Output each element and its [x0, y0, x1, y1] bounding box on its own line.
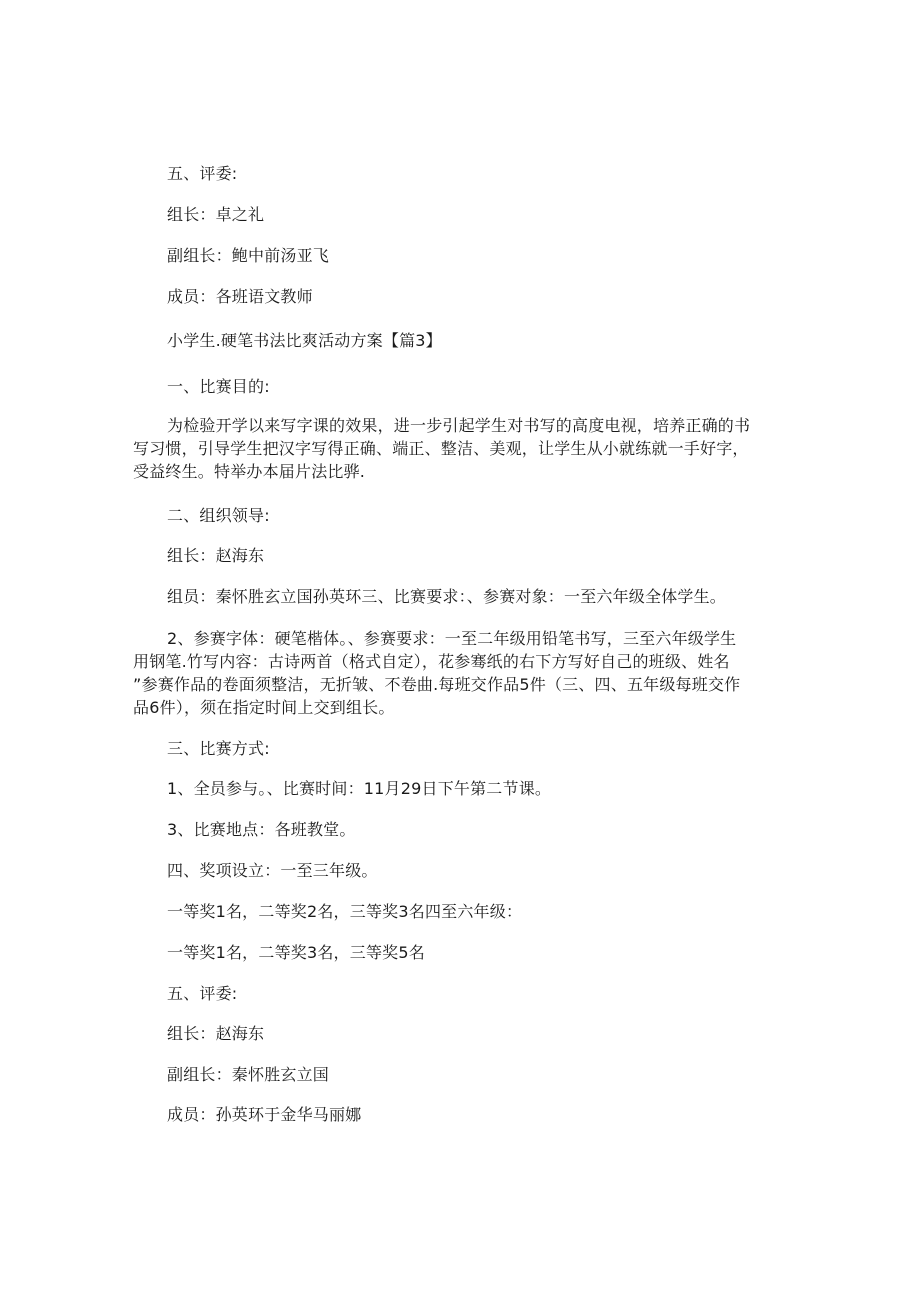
purpose-paragraph [133, 414, 783, 483]
judges-heading-2: 五、评委: [167, 984, 238, 1003]
organization-heading: 二、组织领导: [167, 506, 270, 525]
purpose-line-3: 受益终生。特举办本届片法比骅. [133, 462, 366, 481]
judges-members-2: 成员：孙英环于金华马丽娜 [167, 1105, 362, 1124]
organization-members: 组员：秦怀胜玄立国孙英环三、比赛要求：、参赛对象：一至六年级全体学生。 [167, 587, 727, 606]
judges-leader-1: 组长：卓之礼 [167, 205, 265, 224]
requirements-line-3: ”参赛作品的卷面须整洁，无折皱、不卷曲.每班交作品5件（三、四、五年级每班交作 [133, 675, 741, 694]
judges-members-1: 成员：各班语文教师 [167, 287, 313, 306]
document-title: 小学生.硬笔书法比爽活动方案【篇3】 [167, 331, 442, 350]
awards-heading: 四、奖项设立：一至三年级。 [167, 861, 378, 880]
judges-leader-2: 组长：赵海东 [167, 1024, 265, 1043]
judges-vice-leader-1: 副组长：鲍中前汤亚飞 [167, 246, 330, 265]
awards-line-2: 一等奖1名，二等奖3名，三等奖5名 [167, 943, 425, 962]
judges-vice-leader-2: 副组长：秦怀胜玄立国 [167, 1065, 330, 1084]
method-item-1: 1、全员参与。、比赛时间：11月29日下午第二节课。 [167, 779, 552, 798]
organization-leader: 组长：赵海东 [167, 546, 265, 565]
requirements-line-4: 品6件），须在指定时间上交到组长。 [133, 698, 395, 717]
purpose-line-1: 为检验开学以来写字课的效果，进一步引起学生对书写的高度电视，培养正确的书 [167, 416, 751, 435]
requirements-paragraph [133, 627, 783, 719]
method-item-3: 3、比赛地点：各班教堂。 [167, 820, 356, 839]
requirements-line-1: 2、参赛字体：硬笔楷体。、参赛要求：一至二年级用铅笔书写，三至六年级学生 [167, 629, 737, 648]
judges-heading-1: 五、评委: [167, 164, 238, 183]
purpose-line-2: 写习惯，引导学生把汉字写得正确、端正、整洁、美观，让学生从小就练就一手好字， [133, 439, 749, 458]
method-heading: 三、比赛方式: [167, 739, 270, 758]
awards-line-1: 一等奖1名，二等奖2名，三等奖3名四至六年级： [167, 902, 523, 921]
purpose-heading: 一、比赛目的: [167, 377, 270, 396]
requirements-line-2: 用钢笔.竹写内容：古诗两首（格式自定），花参骞纸的右下方写好自己的班级、姓名 [133, 652, 730, 671]
